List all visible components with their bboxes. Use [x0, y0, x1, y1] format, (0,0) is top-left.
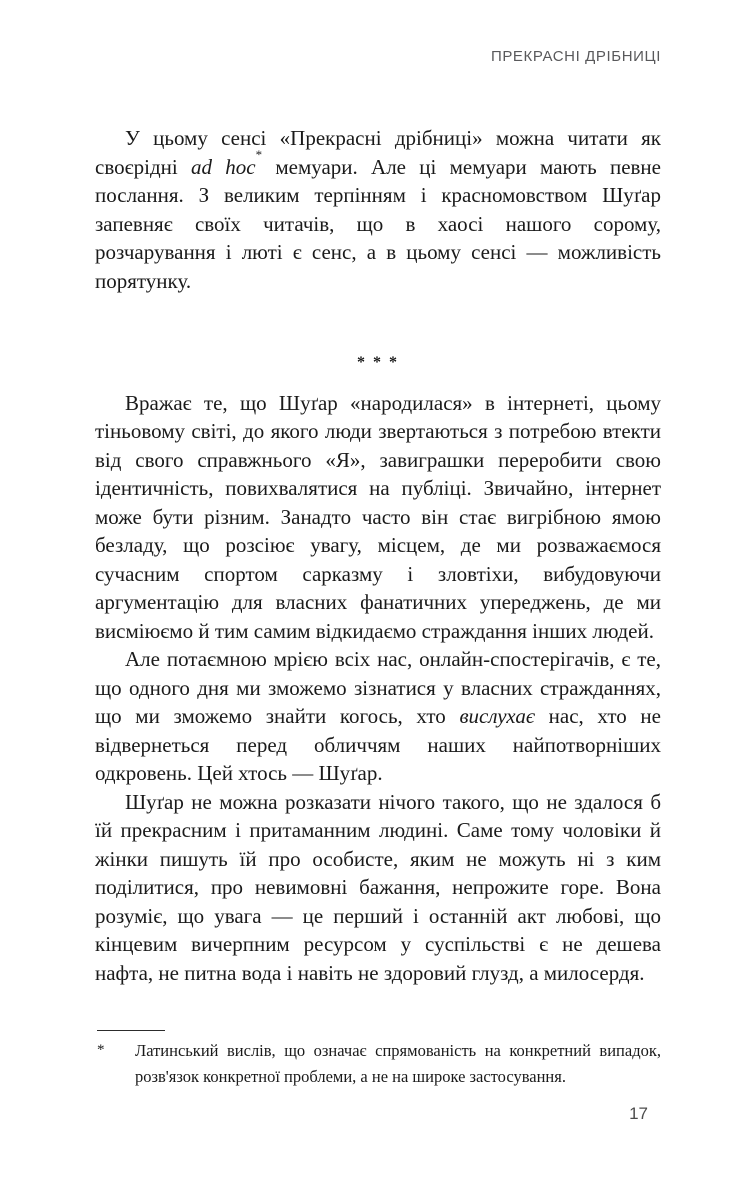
paragraph-1-text: У цьому сенсі «Прекрасні дрібниці» можна читати як своєрідні — [95, 126, 661, 179]
latin-phrase-italic: ad hoc — [190, 154, 256, 179]
page-number: 17 — [629, 1104, 648, 1123]
running-head: ПРЕКРАСНІ ДРІБНИЦІ — [490, 48, 661, 65]
paragraph-1 — [95, 124, 661, 295]
footnote-reference-asterisk: * — [255, 146, 263, 162]
body-text-block — [95, 124, 661, 987]
paragraph-1-text-continued: мемуари. Але ці мемуари мають певне послання. З великим терпінням і красномовством Шуґар запевняє своїх читачів, що в хаосі нашого сорому, розчарування і люті є сенс, а в цьому сенсі — можливість порятунку. — [95, 154, 661, 293]
footnote-area — [95, 1030, 661, 1089]
footnote-divider-rule — [97, 1030, 165, 1031]
footnote — [95, 1038, 661, 1089]
section-separator-asterisks: * * * — [357, 354, 399, 371]
paragraph-3 — [95, 645, 661, 788]
emphasis-italic: вислухає — [459, 704, 535, 728]
paragraph-3-text: Але потаємною мрією всіх нас, онлайн-спостерігачів, є те, що одного дня ми зможемо зізнатися у власних стражданнях, що ми зможемо знайти когось, хто — [95, 647, 661, 728]
footnote-marker-asterisk: * — [97, 1042, 105, 1058]
paragraph-2: Вражає те, що Шуґар «народилася» в інтернеті, цьому тіньовому світі, до якого люди звертаються з потребою втекти від свого справжнього «Я», завиграшки переробити свою ідентичність, повихвалятися на публіці. Звичайно, інтернет може бути різним. Занадто часто він стає вигрібною ямою безладу, що розсіює увагу, місцем, де ми розважаємося сучасним спортом сарказму і зловтіхи, вибудовуючи аргументацію для власних фанатичних упереджень, де ми висміюємо й тим самим відкидаємо страждання інших людей. — [95, 390, 661, 643]
paragraph-3-text-continued: нас, хто не відвернеться перед обличчям наших найпотворніших одкровень. Цей хтось — Шуґар. — [95, 704, 661, 785]
footnote-text: Латинський вислів, що означає спрямованість на конкретний випадок, розв'язок конкретної проблеми, а не на широке застосування. — [135, 1041, 661, 1086]
paragraph-4: Шуґар не можна розказати нічого такого, що не здалося б їй прекрасним і притаманним людині. Саме тому чоловіки й жінки пишуть їй про особисте, яким не можуть ні з ким поділитися, про невимовні бажання, непрожите горе. Вона розуміє, що увага — це перший і останній акт любові, що кінцевим вичерпним ресурсом у суспільстві є не дешева нафта, не питна вода і навіть не здоровий глузд, а милосердя. — [95, 789, 661, 985]
